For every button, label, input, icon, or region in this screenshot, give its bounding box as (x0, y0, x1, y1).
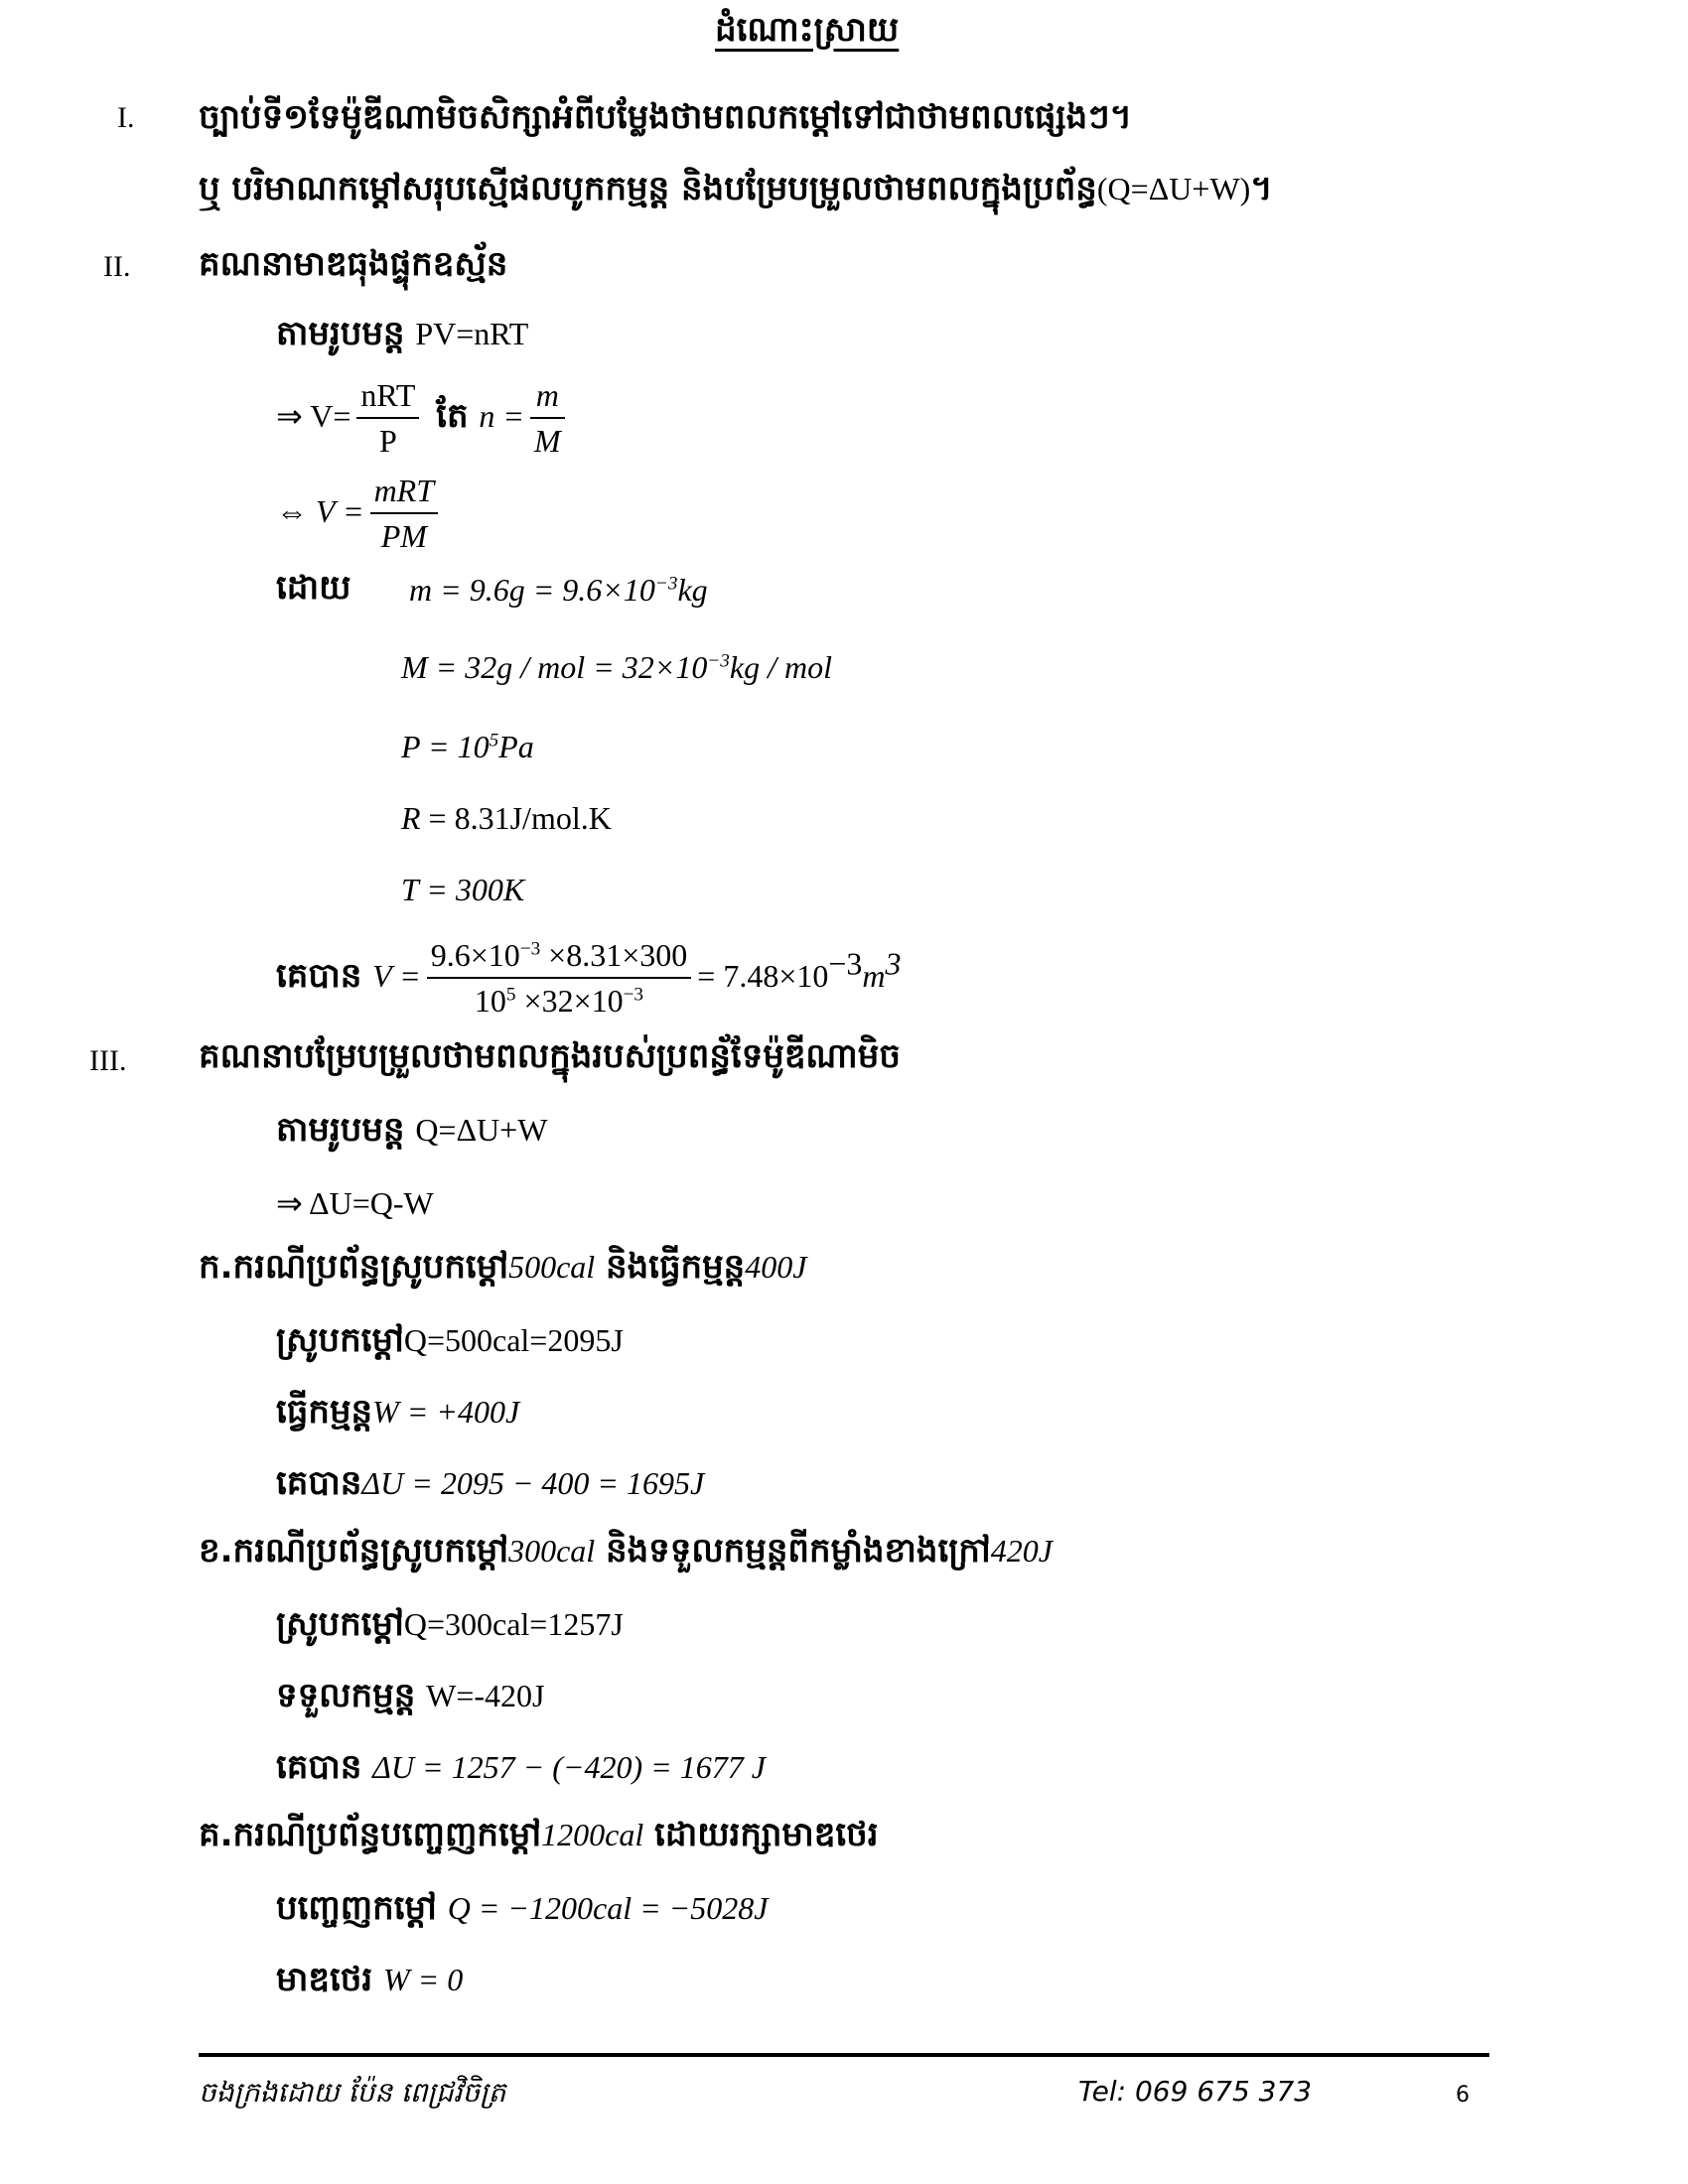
numerator: nRT (356, 373, 419, 419)
denominator: P (378, 423, 397, 459)
volume-unit: m (862, 958, 886, 994)
fraction-m-over-M (530, 373, 565, 463)
denominator-part: 10 (474, 983, 506, 1019)
result-label: គេបាន (276, 956, 362, 996)
case-b-absorb (276, 1600, 624, 1648)
denominator: PM (380, 518, 427, 554)
result-value: ΔU = 2095 − 400 = 1695J (361, 1465, 705, 1501)
given-pressure (401, 723, 534, 770)
given-molar-mass-value: M = 32g / mol = 32×10 (401, 649, 708, 685)
numerator (427, 933, 692, 979)
gas-constant-value: = 8.31J/mol.K (420, 800, 612, 836)
given-pressure-value: P = 10 (401, 729, 490, 764)
unit: kg / mol (729, 649, 832, 685)
release-label: បញ្ចេញកម្តៅ (276, 1888, 437, 1928)
derived-formula: ⇒ ΔU=Q-W (276, 1185, 434, 1221)
exponent: −3 (828, 945, 863, 982)
formula-label: តាមរូបមន្ត (276, 314, 405, 353)
case-c-heading-end: ដោយរក្សាមាឌថេរ (654, 1815, 879, 1854)
case-c-heading-text: គ.ករណីប្រព័ន្ធបញ្ចេញកម្តៅ (199, 1815, 542, 1854)
numerator-part: 9.6×10 (430, 937, 520, 973)
case-b-heading (199, 1527, 1053, 1574)
fraction-mrt-over-pm (370, 469, 438, 558)
case-c-heat: 1200cal (541, 1817, 644, 1852)
section-1-formula: (Q=ΔU+W) (1096, 171, 1251, 206)
exponent: 5 (505, 984, 516, 1006)
numerator-part: ×8.31×300 (540, 937, 688, 973)
footer-author: ចងក្រងដោយ ប៉ែន ពេជ្រវិចិត្រ (199, 2076, 506, 2109)
fraction-nrt-over-p (356, 373, 419, 463)
volume-lhs: V = (372, 958, 421, 994)
page-number: 6 (1456, 2083, 1470, 2108)
volume-lhs: ⇒ V= (276, 398, 352, 434)
section-2-numeral: II. (103, 250, 131, 283)
case-a-heading-text: ក.ករណីប្រព័ន្ធស្រូបកម្តៅ (199, 1247, 509, 1287)
absorb-label: ស្រូបកម្តៅ (276, 1320, 404, 1360)
moles-lhs: n = (479, 398, 524, 434)
case-c-release (276, 1884, 768, 1932)
volume-lhs: ⇔ V = (276, 493, 364, 529)
exponent: −3 (707, 650, 730, 672)
section-1-line-2-text: ឬ បរិមាណកម្តៅសរុបស្មើផលបូកកម្មន្ត និងបម្រែបម្រួលថាមពលក្នុងប្រព័ន្ធ (199, 169, 1097, 208)
work-label: ទទួលកម្មន្ត (276, 1676, 416, 1715)
exponent: −3 (654, 573, 678, 595)
volume-value: = 7.48×10 (697, 958, 829, 994)
case-c-heading (199, 1811, 878, 1858)
unit: Pa (498, 729, 534, 764)
section-3-numeral: III. (89, 1044, 127, 1077)
section-1-line-1: ច្បាប់ទី១ទែម៉ូឌីណាមិចសិក្សាអំពីបម្លែងថាមពលកម្តៅទៅជាថាមពលផ្សេងៗ។ (199, 97, 1132, 137)
given-mass-value: m = 9.6g = 9.6×10 (409, 572, 655, 608)
absorb-value: Q=300cal=1257J (403, 1606, 624, 1642)
case-b-result (276, 1743, 766, 1791)
ideal-gas-formula: PV=nRT (415, 316, 529, 351)
case-b-work: 420J (990, 1533, 1053, 1569)
case-c-volume (276, 1956, 463, 2003)
case-a-heat: 500cal (508, 1249, 596, 1285)
numerator: m (530, 373, 565, 419)
work-value: W = +400J (372, 1394, 520, 1430)
footer-phone: Tel: 069 675 373 (1078, 2075, 1313, 2108)
exponent: 3 (885, 945, 902, 982)
case-a-result (276, 1459, 704, 1507)
unit: kg (677, 572, 708, 608)
result-value: ΔU = 1257 − (−420) = 1677 J (372, 1749, 766, 1785)
absorb-label: ស្រូបកម្តៅ (276, 1604, 404, 1644)
constant-volume-label: មាឌថេរ (276, 1960, 373, 1999)
given-mass (409, 566, 708, 614)
case-b-heading-text: ខ.ករណីប្រព័ន្ធស្រូបកម្តៅ (199, 1531, 509, 1570)
but-word: តែ (436, 396, 469, 436)
absorb-value: Q=500cal=2095J (403, 1322, 624, 1358)
work-value: W = 0 (382, 1962, 464, 1997)
case-a-heading-mid: និងធ្វើកម្មន្ត (605, 1247, 746, 1287)
case-b-heat: 300cal (508, 1533, 596, 1569)
denominator (427, 979, 692, 1023)
denominator: M (533, 423, 561, 459)
formula-label: តាមរូបមន្ត (276, 1110, 405, 1150)
section-2-heading: គណនាមាឌធុងផ្ទុកឧស្ម័ន (199, 244, 508, 284)
case-b-heading-mid: និងទទួលកម្មន្តពីកម្លាំងខាងក្រៅ (605, 1531, 991, 1570)
given-molar-mass (401, 643, 832, 691)
result-label: គេបាន (276, 1747, 362, 1787)
section-1-numeral: I. (117, 101, 135, 134)
case-a-work-line (276, 1388, 519, 1435)
result-label: គេបាន (276, 1463, 362, 1503)
section-3-heading: គណនាបម្រែបម្រួលថាមពលក្នុងរបស់ប្រពន្ធ័ទែម៉ូឌីណាមិច (199, 1036, 901, 1076)
volume-derivation-1 (276, 373, 571, 463)
section-3-formula-line (276, 1106, 547, 1154)
case-a-absorb (276, 1316, 624, 1364)
given-temperature: T = 300K (401, 872, 525, 907)
volume-fraction (427, 933, 692, 1023)
section-1-end-mark: ។ (1250, 169, 1273, 208)
volume-derivation-2 (276, 469, 444, 558)
case-a-heading (199, 1243, 806, 1291)
section-2-formula-line (276, 310, 528, 357)
denominator-part: ×32×10 (515, 983, 624, 1019)
numerator: mRT (370, 469, 438, 514)
given-gas-constant (401, 794, 612, 842)
case-b-work-line (276, 1672, 544, 1719)
given-label: ដោយ (276, 568, 352, 608)
work-value: W=-420J (426, 1678, 545, 1713)
gas-constant-symbol: R (401, 800, 421, 836)
exponent: −3 (519, 938, 541, 960)
footer-divider (199, 2053, 1489, 2057)
first-law-formula: Q=ΔU+W (415, 1112, 548, 1148)
exponent: 5 (489, 730, 499, 751)
section-1-line-2 (199, 165, 1273, 212)
case-a-work: 400J (745, 1249, 807, 1285)
page-title: ដំណោះស្រាយ (715, 10, 900, 50)
exponent: −3 (623, 984, 644, 1006)
release-value: Q = −1200cal = −5028J (447, 1890, 769, 1926)
work-label: ធ្វើកម្មន្ត (276, 1392, 373, 1432)
volume-result (276, 933, 902, 1023)
